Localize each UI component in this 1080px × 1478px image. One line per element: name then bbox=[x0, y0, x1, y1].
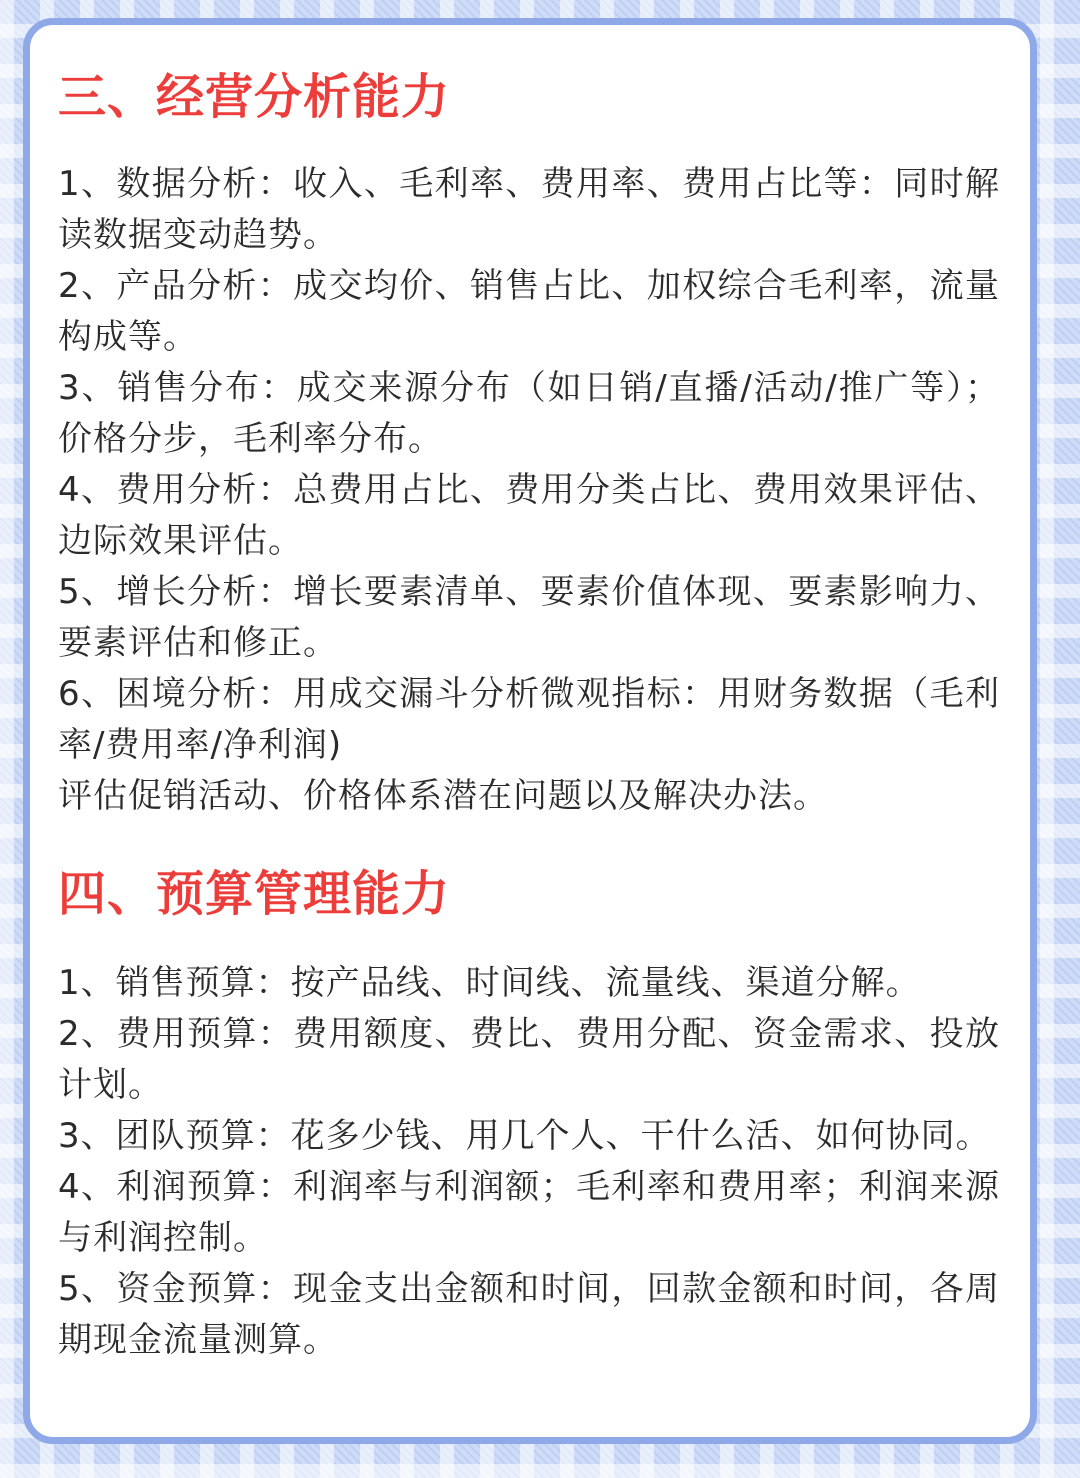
list-item: 4、利润预算：利润率与利润额；毛利率和费用率；利润来源与利润控制。 bbox=[58, 1167, 1000, 1258]
section-business-analysis bbox=[58, 69, 1000, 822]
list-item: 2、产品分析：成交均价、销售占比、加权综合毛利率，流量构成等。 bbox=[58, 266, 1000, 357]
list-item: 3、团队预算：花多少钱、用几个人、干什么活、如何协同。 bbox=[58, 1116, 991, 1156]
list-item: 1、数据分析：收入、毛利率、费用率、费用占比等：同时解读数据变动趋势。 bbox=[58, 164, 1000, 255]
section-title: 四、预算管理能力 bbox=[58, 866, 451, 922]
section-budget-management bbox=[58, 866, 1000, 1366]
section-title: 三、经营分析能力 bbox=[58, 69, 451, 125]
list-item: 5、资金预算：现金支出金额和时间，回款金额和时间，各周期现金流量测算。 bbox=[58, 1269, 1000, 1360]
item-list bbox=[58, 958, 1000, 1366]
list-item: 2、费用预算：费用额度、费比、费用分配、资金需求、投放计划。 bbox=[58, 1014, 1000, 1105]
list-item: 6、困境分析：用成交漏斗分析微观指标：用财务数据（毛利率/费用率/净利润) bbox=[58, 674, 1000, 765]
list-item: 3、销售分布：成交来源分布（如日销/直播/活动/推广等）；价格分步，毛利率分布。 bbox=[58, 368, 1000, 459]
list-item: 4、费用分析：总费用占比、费用分类占比、费用效果评估、边际效果评估。 bbox=[58, 470, 1000, 561]
list-item: 评估促销活动、价格体系潜在问题以及解决办法。 bbox=[58, 776, 828, 816]
item-list bbox=[58, 159, 1000, 822]
list-item: 5、增长分析：增长要素清单、要素价值体现、要素影响力、要素评估和修正。 bbox=[58, 572, 1000, 663]
content-card bbox=[23, 18, 1037, 1444]
list-item: 1、销售预算：按产品线、时间线、流量线、渠道分解。 bbox=[58, 963, 921, 1003]
